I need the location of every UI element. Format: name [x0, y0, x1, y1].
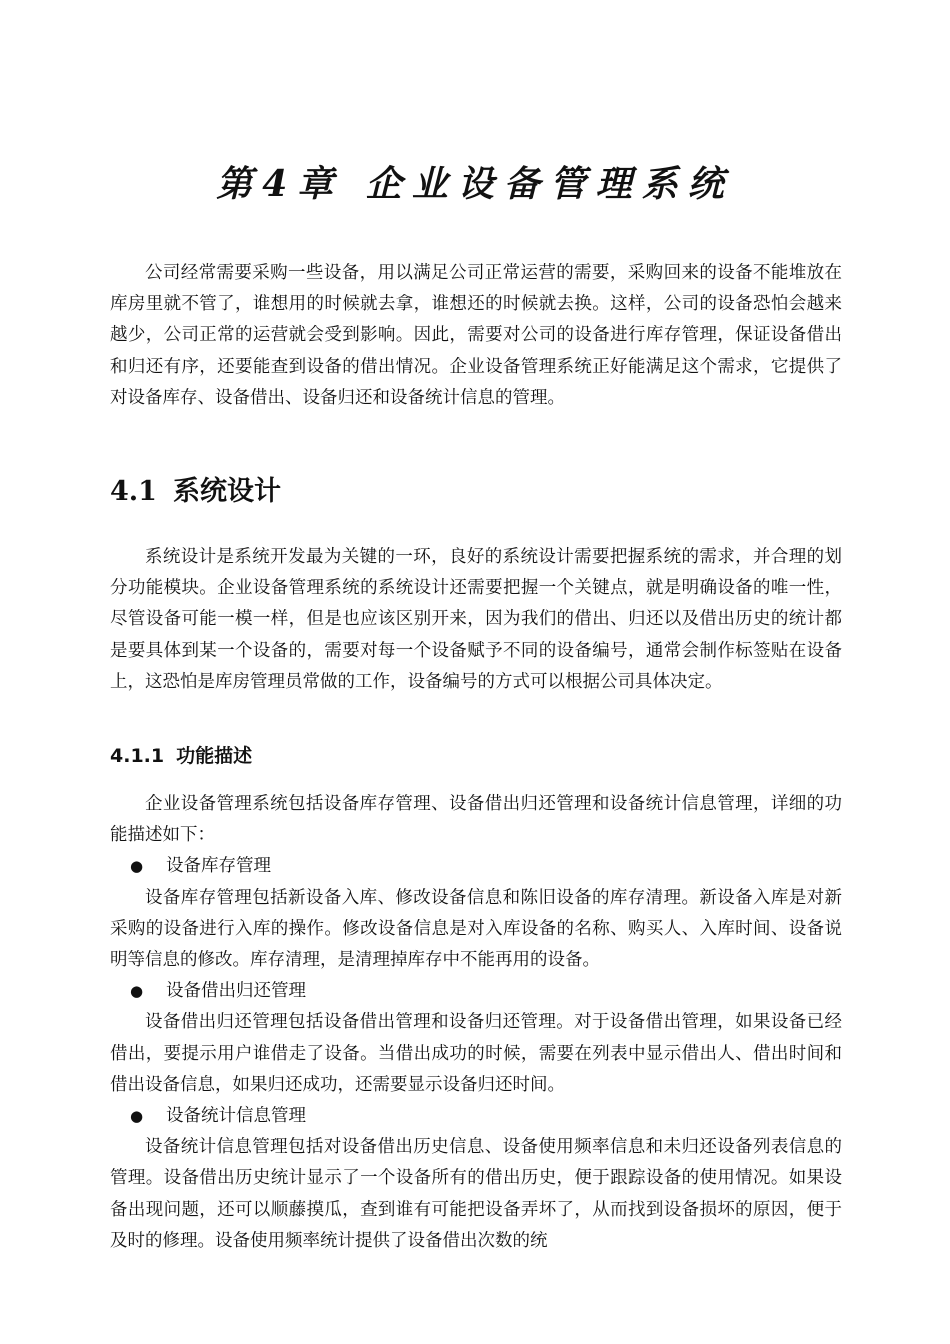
section-number: 4.1 [110, 476, 157, 507]
section-heading [110, 470, 281, 514]
subsection-block [110, 789, 842, 1257]
bullet-label: 设备借出归还管理 [166, 981, 306, 1002]
bullet-dot: ● [130, 982, 144, 1001]
intro-block [110, 258, 842, 414]
bullet-item [110, 1101, 842, 1132]
subsection-number: 4.1.1 [110, 745, 165, 767]
intro-paragraph: 公司经常需要采购一些设备，用以满足公司正常运营的需要，采购回来的设备不能堆放在库房里就不管了，谁想用的时候就去拿，谁想还的时候就去换。这样，公司的设备恐怕会越来越少，公司正常的运营就会受到影响。因此，需要对公司的设备进行库存管理，保证设备借出和归还有序，还要能查到设备的借出情况。企业设备管理系统正好能满足这个需求，它提供了对设备库存、设备借出、设备归还和设备统计信息的管理。 [110, 263, 842, 408]
bullet-dot: ● [130, 857, 144, 876]
subsection-intro: 企业设备管理系统包括设备库存管理、设备借出归还管理和设备统计信息管理，详细的功能描述如下： [110, 794, 842, 846]
section-block [110, 542, 842, 698]
section-title: 系统设计 [172, 476, 281, 507]
bullet-item [110, 976, 842, 1007]
bullet-label: 设备统计信息管理 [166, 1106, 306, 1127]
subsection-heading [110, 739, 252, 773]
bullet-item [110, 851, 842, 882]
bullet-paragraph: 设备统计信息管理包括对设备借出历史信息、设备使用频率信息和未归还设备列表信息的管理。设备借出历史统计显示了一个设备所有的借出历史，便于跟踪设备的使用情况。如果设备出现问题，还可以顺藤摸瓜，查到谁有可能把设备弄坏了，从而找到设备损坏的原因，便于及时的修理。设备使用频率统计提供了设备借出次数的统 [110, 1137, 842, 1251]
chapter-title: 第4章 企业设备管理系统 [216, 163, 734, 205]
section-paragraph: 系统设计是系统开发最为关键的一环，良好的系统设计需要把握系统的需求，并合理的划分功能模块。企业设备管理系统的系统设计还需要把握一个关键点，就是明确设备的唯一性，尽管设备可能一模一样，但是也应该区别开来，因为我们的借出、归还以及借出历史的统计都是要具体到某一个设备的，需要对每一个设备赋予不同的设备编号，通常会制作标签贴在设备上，这恐怕是库房管理员常做的工作，设备编号的方式可以根据公司具体决定。 [110, 547, 842, 692]
bullet-paragraph: 设备库存管理包括新设备入库、修改设备信息和陈旧设备的库存清理。新设备入库是对新采购的设备进行入库的操作。修改设备信息是对入库设备的名称、购买人、入库时间、设备说明等信息的修改。库存清理，是清理掉库存中不能再用的设备。 [110, 887, 842, 971]
bullet-paragraph: 设备借出归还管理包括设备借出管理和设备归还管理。对于设备借出管理，如果设备已经借出，要提示用户谁借走了设备。当借出成功的时候，需要在列表中显示借出人、借出时间和借出设备信息，如果归还成功，还需要显示设备归还时间。 [110, 1012, 842, 1095]
subsection-title: 功能描述 [176, 745, 253, 767]
bullet-label: 设备库存管理 [166, 856, 271, 877]
bullet-dot: ● [130, 1107, 144, 1126]
